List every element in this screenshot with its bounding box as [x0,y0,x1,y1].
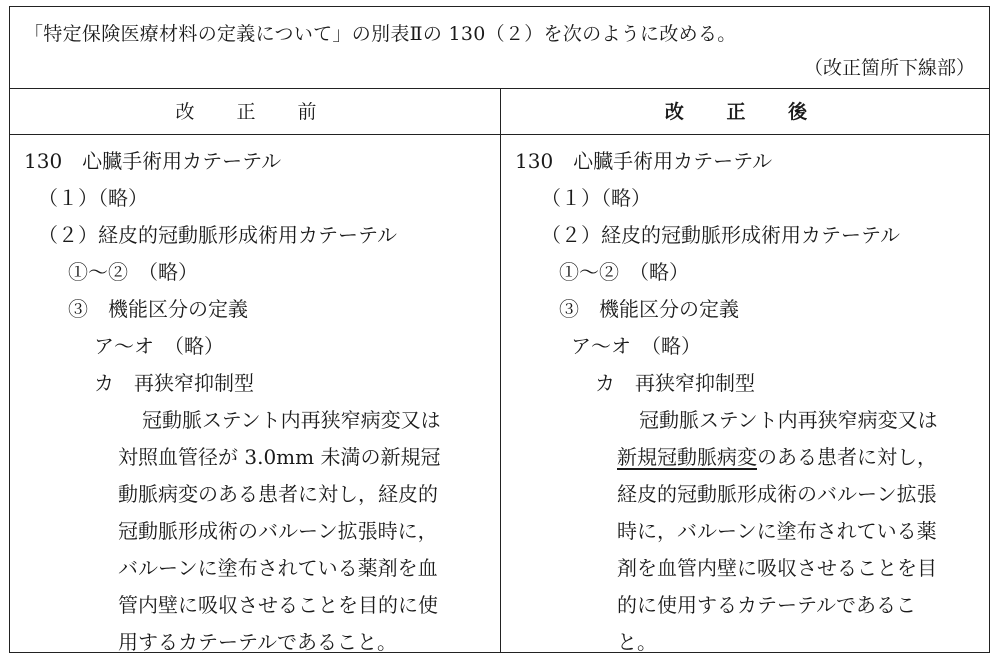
document-frame [9,6,990,653]
before-line: （２）経皮的冠動脈形成術用カテーテル [38,223,397,247]
after-column-header: 改 正 後 [501,89,989,135]
after-line: 冠動脈ステント内再狭窄病変又は [639,408,938,432]
before-line: 用するカテーテルであること。 [118,630,397,654]
after-line: 剤を血管内壁に吸収させることを目 [617,556,937,580]
before-line: 対照血管径が 3.0mm 未満の新規冠 [118,445,441,469]
after-line: （１）（略） [541,186,651,210]
after-line: と。 [617,630,657,654]
after-line: 時に，バルーンに塗布されている薬 [617,519,937,543]
before-line: 動脈病変のある患者に対し，経皮的 [118,482,438,506]
after-line: 的に使用するカテーテルであるこ [617,593,916,617]
before-column [10,135,501,652]
before-line: 130 心臓手術用カテーテル [24,149,282,173]
amended-text: 新規冠動脈病変 [617,445,757,469]
after-line: 経皮的冠動脈形成術のバルーン拡張 [617,482,937,506]
header [10,7,989,89]
after-line-rest: のある患者に対し， [757,445,937,469]
before-line: 冠動脈形成術のバルーン拡張時に， [118,519,438,543]
before-line: ア～オ （略） [94,334,224,358]
before-column-header: 改 正 前 [10,89,501,135]
before-line: ①～② （略） [68,260,198,284]
after-line: ①～② （略） [559,260,689,284]
header-title: 「特定保険医療材料の定義について」の別表Ⅱの 130（２）を次のように改める。 [24,23,737,45]
after-line: カ 再狭窄抑制型 [595,371,755,395]
after-column [501,135,989,652]
header-note: （改正箇所下線部） [803,57,975,79]
after-line: ア～オ （略） [571,334,701,358]
after-line: 130 心臓手術用カテーテル [515,149,773,173]
after-line: ③ 機能区分の定義 [559,297,739,321]
before-line: 冠動脈ステント内再狭窄病変又は [142,408,441,432]
before-line: （１）（略） [38,186,148,210]
before-line: カ 再狭窄抑制型 [94,371,254,395]
before-line: 管内壁に吸収させることを目的に使 [118,593,438,617]
before-line: ③ 機能区分の定義 [68,297,248,321]
before-line: バルーンに塗布されている薬剤を血 [118,556,438,580]
after-line: （２）経皮的冠動脈形成術用カテーテル [541,223,900,247]
after-line-amended [617,439,937,476]
